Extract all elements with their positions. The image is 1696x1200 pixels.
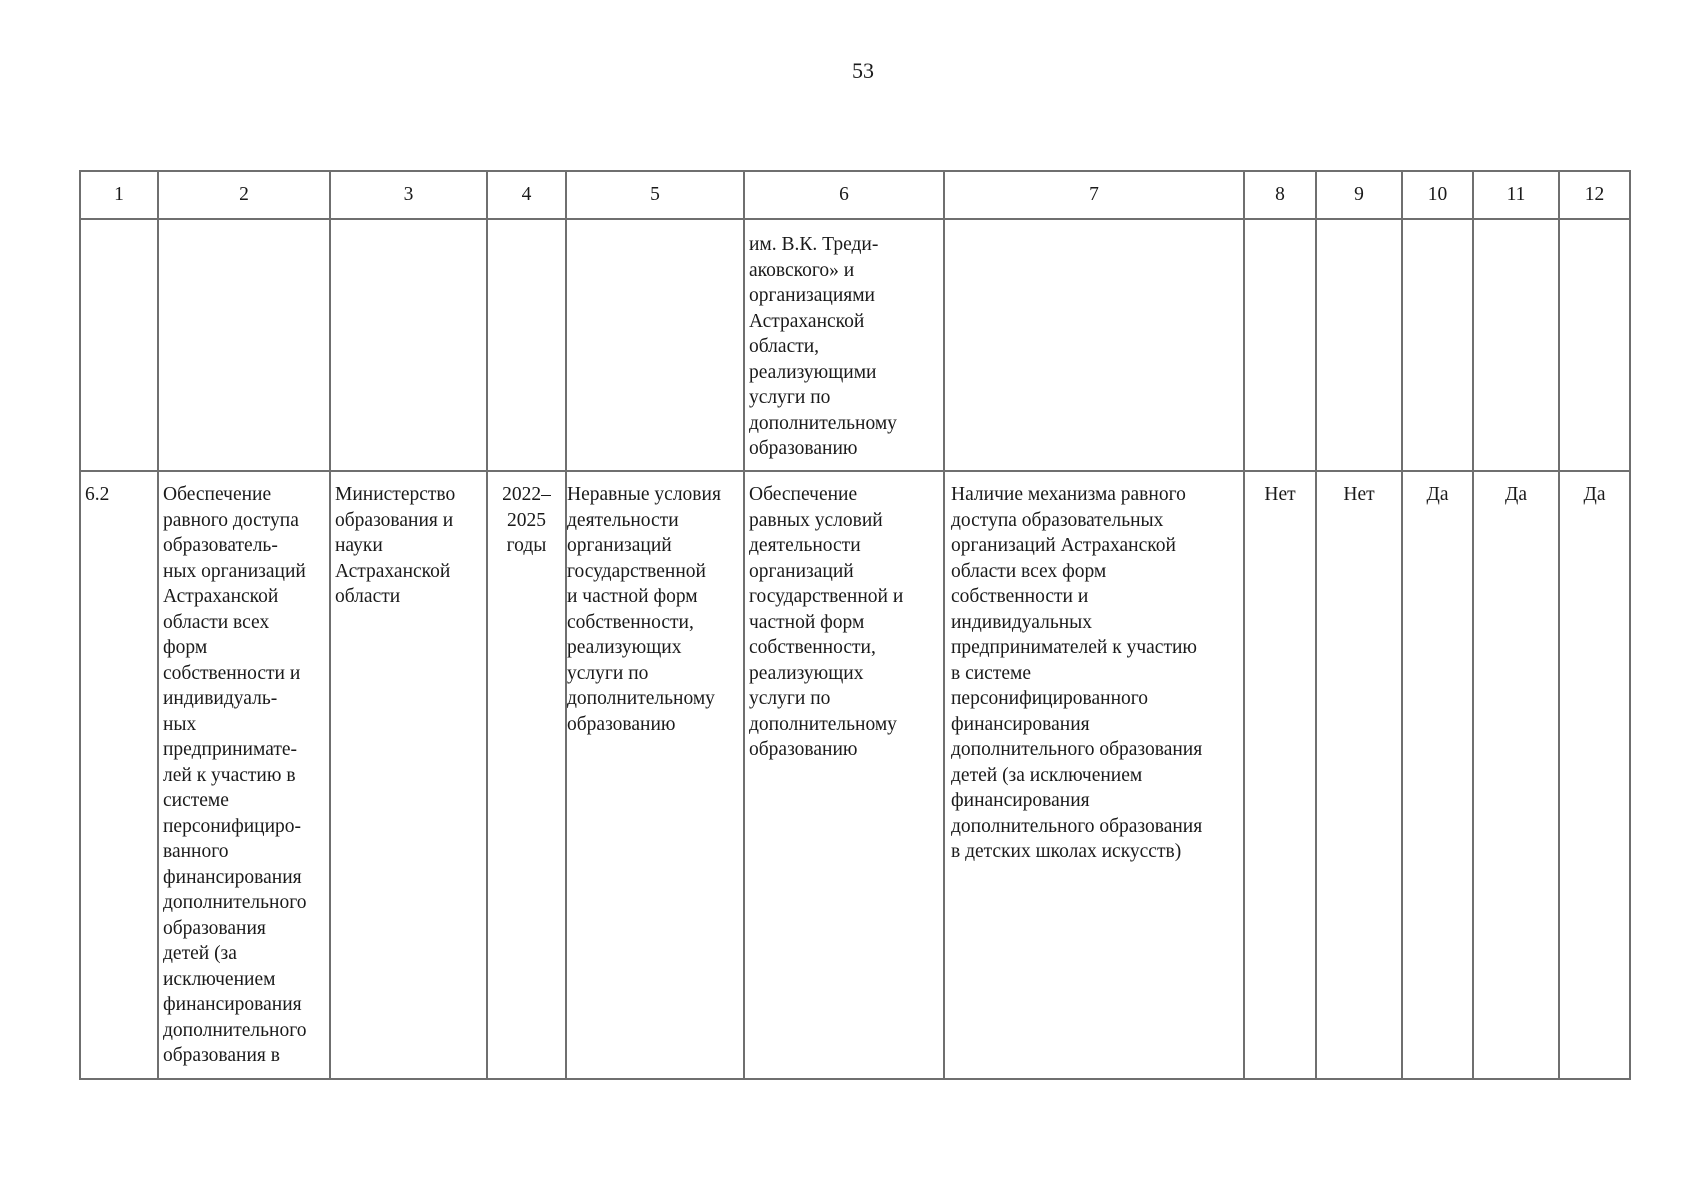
value-text: Нет [1343, 484, 1375, 505]
column-header-9: 9 [1316, 171, 1402, 219]
column-header-11: 11 [1473, 171, 1559, 219]
page-number: 53 [852, 58, 874, 83]
cell-text [81, 220, 157, 230]
cell-text [159, 220, 329, 230]
cell-text [567, 220, 743, 230]
cell-text [1560, 220, 1629, 230]
table-cell [744, 219, 944, 471]
table-cell [330, 219, 487, 471]
table-cell [487, 219, 566, 471]
column-header-4: 4 [487, 171, 566, 219]
table-cell [566, 219, 744, 471]
table-cell-value-9 [1316, 471, 1402, 1079]
table-cell-indicator [944, 471, 1244, 1079]
table-cell-number [80, 471, 158, 1079]
table-cell [158, 219, 330, 471]
table-cell [1244, 219, 1316, 471]
value-text: Да [1505, 484, 1527, 505]
table-cell-goal [744, 471, 944, 1079]
column-header-3: 3 [330, 171, 487, 219]
measure-text: Обеспечение равного доступа образователь- ных организаций Астраханской области всех форм собственности и индивидуаль- ных предпринимате- лей к участию в системе персонифициро- ванного финансирования дополнительного образования детей (за исключением финансирования дополнительного образования в [163, 484, 307, 1066]
column-header-10: 10 [1402, 171, 1473, 219]
table-cell [1316, 219, 1402, 471]
column-header-6: 6 [744, 171, 944, 219]
column-header-12: 12 [1559, 171, 1630, 219]
responsible-text: Министерство образования и науки Астраханской области [335, 484, 456, 607]
table-row-6-2 [80, 471, 1630, 1079]
value-text: Нет [1264, 484, 1296, 505]
table-cell-value-8 [1244, 471, 1316, 1079]
table-cell [944, 219, 1244, 471]
table-header-row [80, 171, 1630, 219]
column-header-2: 2 [158, 171, 330, 219]
cell-text [1403, 220, 1472, 230]
column-header-7: 7 [944, 171, 1244, 219]
table-cell-problem [566, 471, 744, 1079]
cell-text: им. В.К. Треди- аковского» и организациями Астраханской области, реализующими услуги по дополнительному образованию [749, 234, 897, 459]
item-number: 6.2 [85, 484, 110, 505]
period-text: 2022– 2025 годы [502, 484, 551, 556]
table-cell-measure [158, 471, 330, 1079]
cell-text [1245, 220, 1315, 230]
cell-text [945, 220, 1243, 230]
indicator-text: Наличие механизма равного доступа образовательных организаций Астраханской области всех форм собственности и индивидуальных предпринимателей к участию в системе персонифицированного финансирования дополнительного образования детей (за исключением финансирования дополнительного образования в детских школах искусств) [951, 484, 1203, 862]
cell-text [1317, 220, 1401, 230]
column-header-8: 8 [1244, 171, 1316, 219]
goal-text: Обеспечение равных условий деятельности организаций государственной и частной форм собственности, реализующих услуги по дополнительному образованию [749, 484, 904, 760]
value-text: Да [1583, 484, 1606, 505]
table-cell-responsible [330, 471, 487, 1079]
table-cell [1402, 219, 1473, 471]
cell-text [1474, 220, 1558, 230]
cell-text [331, 220, 486, 230]
cell-text [488, 220, 565, 230]
value-text: Да [1426, 484, 1449, 505]
table-cell-value-10 [1402, 471, 1473, 1079]
table-cell [1473, 219, 1559, 471]
column-header-1: 1 [80, 171, 158, 219]
table-cell-value-12 [1559, 471, 1630, 1079]
problem-text: Неравные условия деятельности организаций государственной и частной форм собственности, реализующих услуги по дополнительному образованию [567, 484, 721, 735]
document-table [79, 170, 1631, 1080]
table-cell-period [487, 471, 566, 1079]
table-row-continuation [80, 219, 1630, 471]
table-cell [80, 219, 158, 471]
table-cell-value-11 [1473, 471, 1559, 1079]
column-header-5: 5 [566, 171, 744, 219]
table-cell [1559, 219, 1630, 471]
